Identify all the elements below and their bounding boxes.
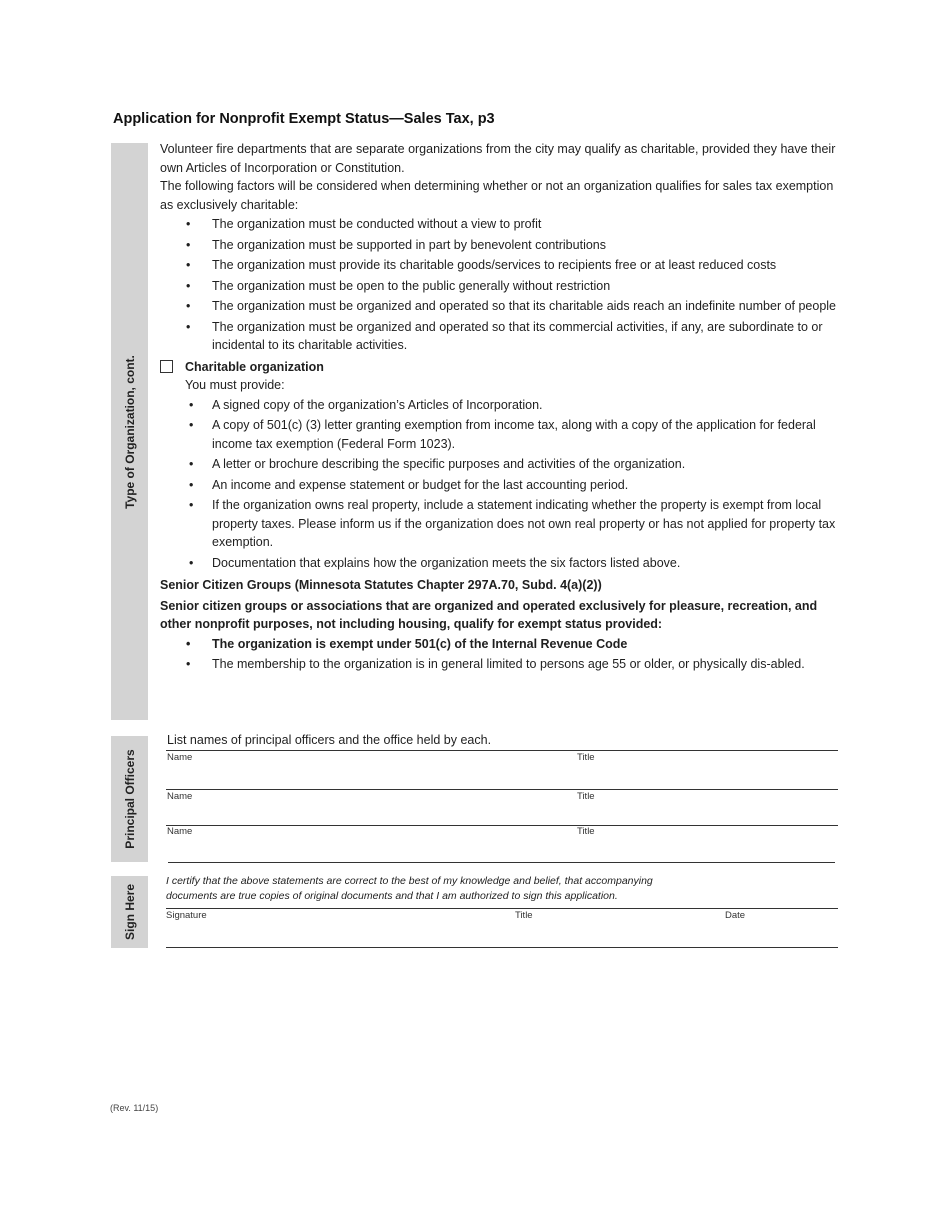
list-item: • The organization must be open to the public generally without restriction: [186, 278, 611, 293]
divider: [166, 789, 838, 790]
charitable-organization-option[interactable]: [160, 358, 840, 377]
officer-name-field[interactable]: [166, 801, 566, 823]
officer-title-field[interactable]: [576, 762, 838, 788]
list-item: • Documentation that explains how the organization meets the six factors listed above.: [189, 555, 681, 570]
factors-list: [160, 215, 840, 355]
divider: [166, 825, 838, 826]
signature-label: Signature: [166, 910, 207, 921]
signature-field[interactable]: [166, 920, 506, 946]
divider: [166, 908, 838, 909]
sign-title-field[interactable]: [514, 920, 714, 946]
list-item: • If the organization owns real property, include a statement indicating whether the property is exempt from local property taxes. Please inform us if the organization does not own real property or has not applied for property tax exemption.: [189, 498, 836, 549]
revision-note: (Rev. 11/15): [110, 1103, 159, 1113]
senior-citizen-text: Senior citizen groups or associations that are organized and operated exclusively for pleasure, recreation, and other nonprofit purposes, not including housing, qualify for exempt status provided:: [160, 598, 818, 631]
sidebar-label: Type of Organization, cont.: [122, 354, 137, 509]
date-label: Date: [725, 910, 746, 921]
date-field[interactable]: [724, 920, 838, 946]
sidebar-label: Principal Officers: [122, 749, 137, 849]
title-label: Title: [577, 752, 595, 763]
list-item: • A letter or brochure describing the specific purposes and activities of the organization.: [189, 457, 686, 471]
name-label: Name: [167, 791, 193, 802]
type-of-organization-section: [160, 140, 840, 676]
senior-list: [160, 635, 840, 674]
title-label: Title: [577, 826, 595, 837]
divider: [166, 750, 838, 751]
list-item: • An income and expense statement or budget for the last accounting period.: [189, 477, 629, 492]
list-item: • The organization must be organized and operated so that its commercial activities, if any, are subordinate to or incidental to its charitable activities.: [186, 319, 823, 352]
divider: [168, 862, 835, 863]
officers-instruction: List names of principal officers and the office held by each.: [167, 733, 492, 747]
title-label: Title: [577, 791, 595, 802]
list-item: • The organization must provide its charitable goods/services to recipients free or at least reduced costs: [186, 258, 777, 272]
officer-title-field[interactable]: [576, 836, 838, 860]
name-label: Name: [167, 826, 193, 837]
senior-citizen-heading: Senior Citizen Groups (Minnesota Statutes Chapter 297A.70, Subd. 4(a)(2)): [160, 578, 602, 592]
sidebar-type-of-organization: [111, 143, 148, 720]
charitable-organization-checkbox[interactable]: [160, 360, 173, 373]
sign-title-label: Title: [515, 910, 533, 921]
list-item: • The organization must be organized and operated so that its charitable aids reach an indefinite number of people: [186, 299, 837, 313]
sidebar-principal-officers: [111, 736, 148, 862]
page-title: Application for Nonprofit Exempt Status—Sales Tax, p3: [113, 111, 495, 127]
must-provide-label: You must provide:: [185, 378, 285, 392]
officer-name-field[interactable]: [166, 836, 566, 860]
officer-name-field[interactable]: [166, 762, 566, 788]
factors-intro: The following factors will be considered when determining whether or not an organization qualifies for sales tax exemption as exclusively charitable:: [160, 179, 834, 212]
list-item: • The organization is exempt under 501(c) of the Internal Revenue Code: [186, 636, 628, 651]
list-item: • A signed copy of the organization’s Articles of Incorporation.: [189, 397, 543, 412]
divider: [166, 947, 838, 948]
officer-title-field[interactable]: [576, 801, 838, 823]
certification-statement: I certify that the above statements are correct to the best of my knowledge and belief, that accompanying documents are true copies of original documents and that I am authorized to sign this application.: [166, 875, 653, 902]
list-item: • A copy of 501(c) (3) letter granting exemption from income tax, along with a copy of the application for federal income tax exemption (Federal Form 1023).: [189, 418, 816, 451]
sidebar-label: Sign Here: [122, 883, 137, 941]
sidebar-sign-here: [111, 876, 148, 948]
list-item: • The organization must be supported in part by benevolent contributions: [186, 237, 606, 252]
intro-paragraph: Volunteer fire departments that are separate organizations from the city may qualify as charitable, provided they have their own Articles of Incorporation or Constitution.: [160, 142, 836, 175]
provide-list: [160, 396, 840, 573]
list-item: • The membership to the organization is in general limited to persons age 55 or older, or physically dis-abled.: [186, 657, 805, 671]
name-label: Name: [167, 752, 193, 763]
list-item: • The organization must be conducted without a view to profit: [186, 217, 542, 231]
charitable-organization-label: Charitable organization: [185, 359, 324, 374]
